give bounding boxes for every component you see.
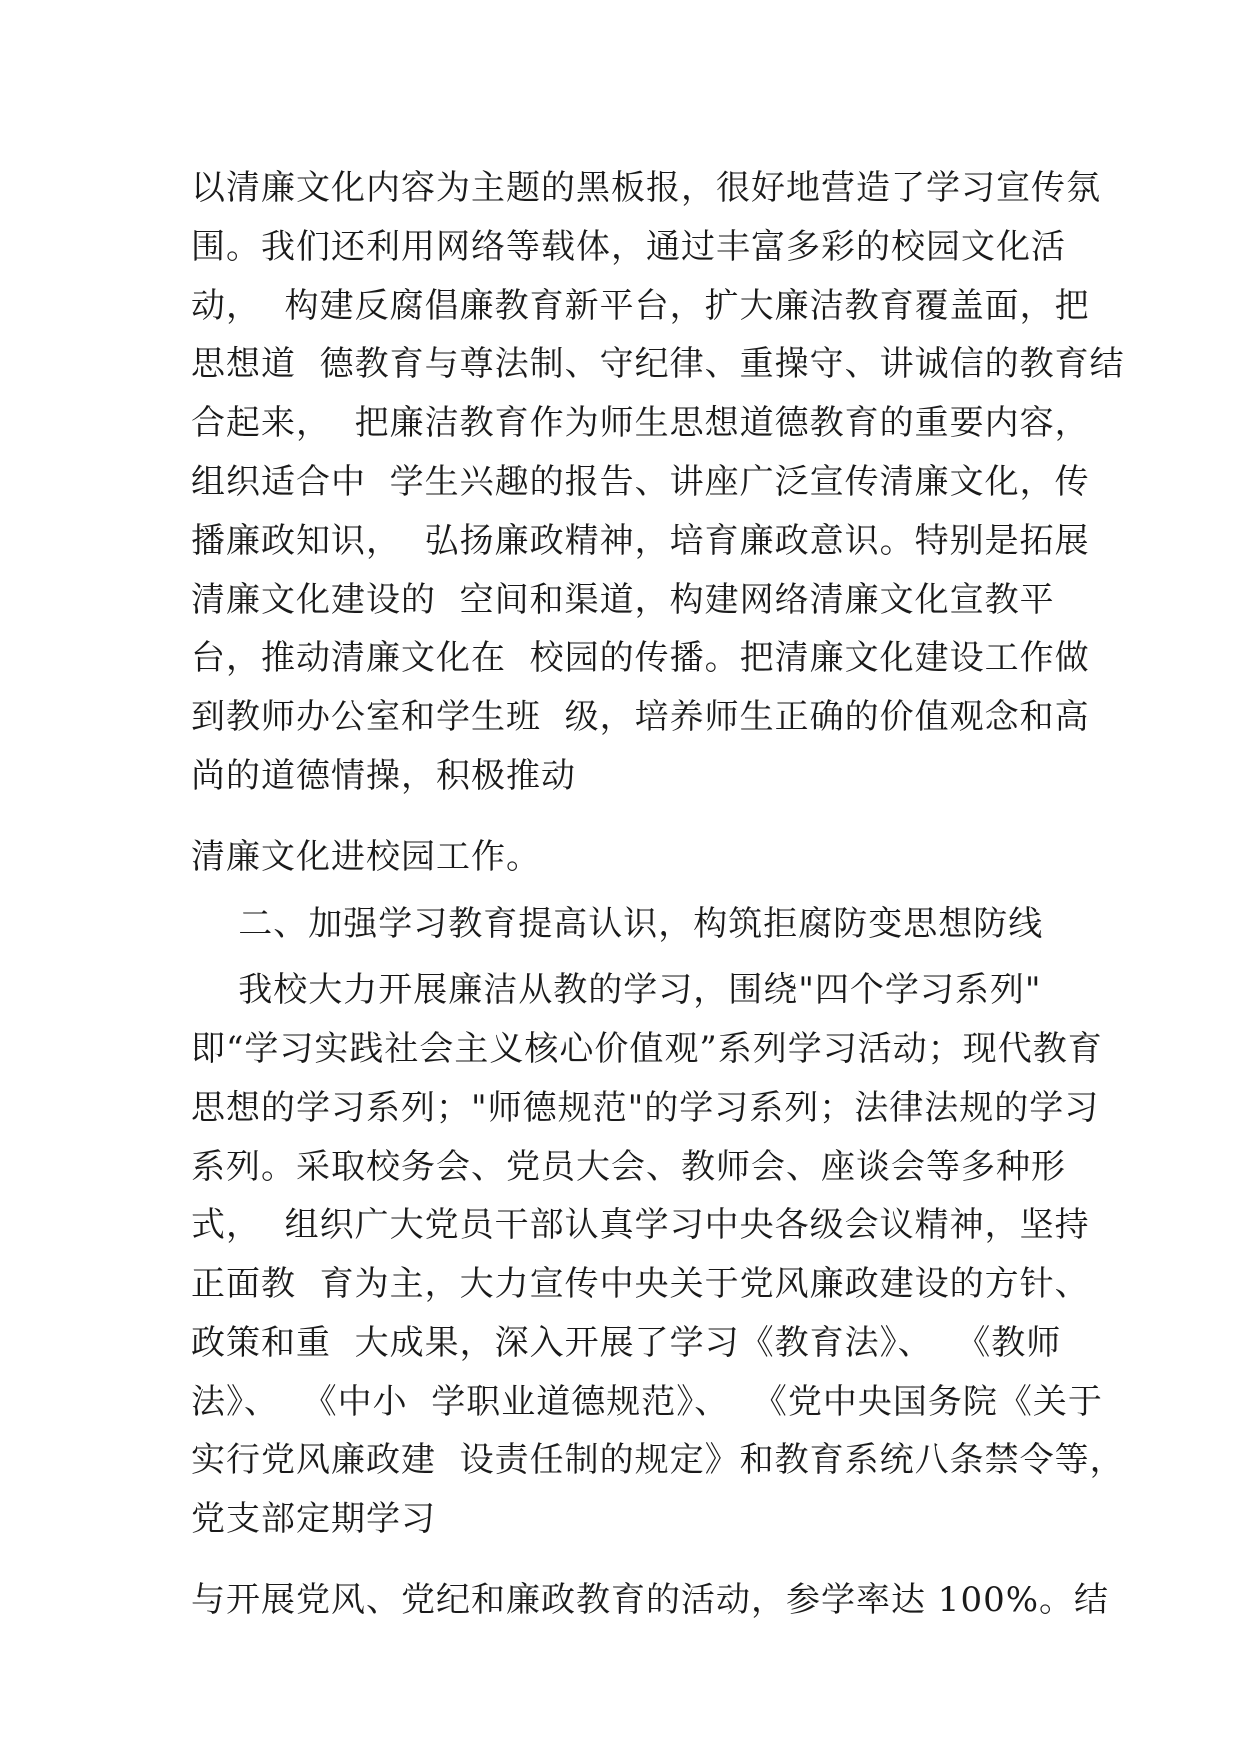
paragraph-line: 系列。采取校务会、党员大会、教师会、座谈会等多种形 [191,1147,1066,1187]
paragraph-line: 党支部定期学习 [191,1499,436,1539]
paragraph-line: 我校大力开展廉洁从教的学习，围绕"四个学习系列" [191,970,1042,1010]
paragraph-line: 合起来， 把廉洁教育作为师生思想道德教育的重要内容， [191,403,1090,443]
paragraph-line: 清廉文化建设的 空间和渠道，构建网络清廉文化宣教平 [191,580,1055,620]
paragraph-line: 即“学习实践社会主义核心价值观”系列学习活动；现代教育 [191,1029,1103,1069]
paragraph-line: 政策和重 大成果，深入开展了学习《教育法》、 《教师 [191,1323,1062,1363]
paragraph-line: 组织适合中 学生兴趣的报告、讲座广泛宣传清廉文化，传 [191,462,1090,502]
paragraph-line: 正面教 育为主，大力宣传中央关于党风廉政建设的方针、 [191,1264,1090,1304]
paragraph-line: 播廉政知识， 弘扬廉政精神，培育廉政意识。特别是拓展 [191,521,1090,561]
paragraph-line: 到教师办公室和学生班 级，培养师生正确的价值观念和高 [191,697,1090,737]
section-heading: 二、加强学习教育提高认识，构筑拒腐防变思想防线 [191,904,1044,944]
paragraph-line: 尚的道德情操，积极推动 [191,756,576,796]
paragraph-line: 动， 构建反腐倡廉教育新平台，扩大廉洁教育覆盖面，把 [191,286,1090,326]
paragraph-line: 围。我们还利用网络等载体，通过丰富多彩的校园文化活 [191,227,1066,267]
paragraph-line: 以清廉文化内容为主题的黑板报，很好地营造了学习宣传氛 [191,168,1101,208]
paragraph-line: 思想的学习系列；"师德规范"的学习系列；法律法规的学习 [191,1088,1100,1128]
paragraph-line: 台，推动清廉文化在 校园的传播。把清廉文化建设工作做 [191,638,1090,678]
paragraph-line: 法》、 《中小 学职业道德规范》、 《党中央国务院《关于 [191,1382,1103,1422]
paragraph-line: 与开展党风、党纪和廉政教育的活动，参学率达 100%。结 [191,1580,1110,1620]
paragraph-line: 实行党风廉政建 设责任制的规定》和教育系统八条禁令等， [191,1440,1125,1480]
paragraph-line: 清廉文化进校园工作。 [191,837,541,877]
paragraph-line: 思想道 德教育与尊法制、守纪律、重操守、讲诚信的教育结 [191,344,1125,384]
paragraph-line: 式， 组织广大党员干部认真学习中央各级会议精神，坚持 [191,1205,1090,1245]
